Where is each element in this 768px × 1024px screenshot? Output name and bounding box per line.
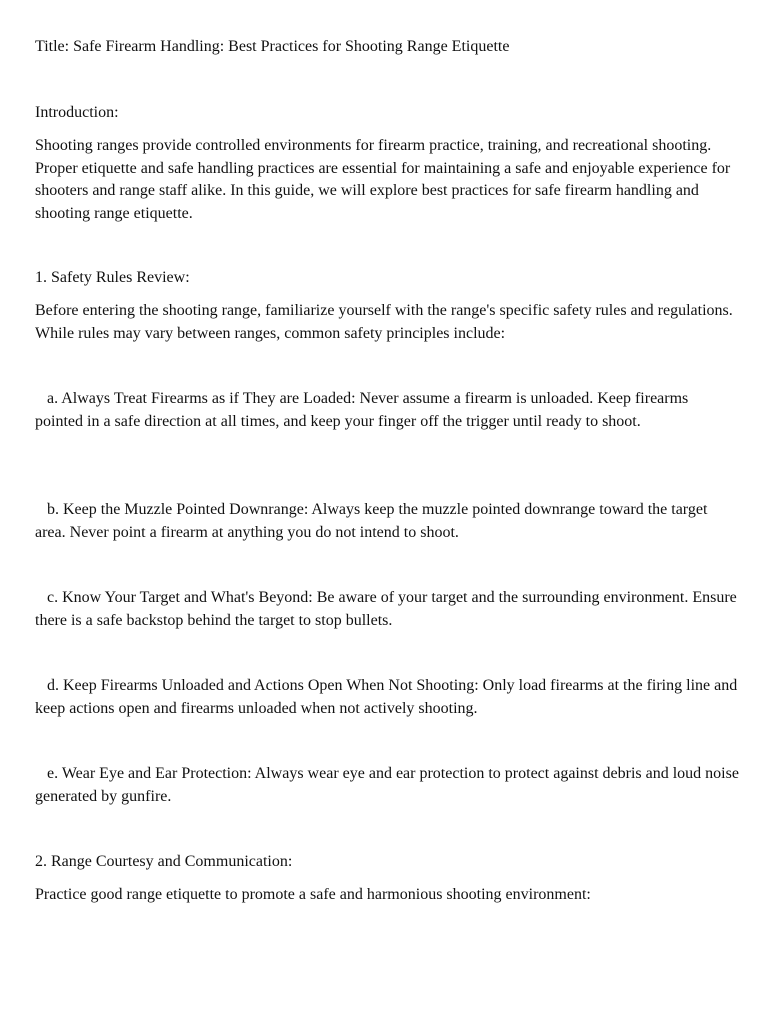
safety-rule-item: e. Wear Eye and Ear Protection: Always wear eye and ear protection to protect against debris and loud noise generated by gunfire. (35, 765, 739, 805)
document-title: Title: Safe Firearm Handling: Best Practices for Shooting Range Etiquette (35, 38, 510, 55)
safety-rule-item: c. Know Your Target and What's Beyond: Be aware of your target and the surrounding environment. Ensure there is a safe backstop behind the target to stop bullets. (35, 589, 737, 629)
section-1-intro: Before entering the shooting range, familiarize yourself with the range's specific safety rules and regulations. While rules may vary between ranges, common safety principles include: (35, 302, 733, 342)
safety-rule-item: b. Keep the Muzzle Pointed Downrange: Always keep the muzzle pointed downrange toward the target area. Never point a firearm at anything you do not intend to shoot. (35, 501, 708, 541)
introduction-paragraph: Shooting ranges provide controlled environments for firearm practice, training, and recreational shooting. Proper etiquette and safe handling practices are essential for maintaining a safe and enjoyable experience for shooters and range staff alike. In this guide, we will explore best practices for safe firearm handling and shooting range etiquette. (35, 137, 731, 222)
introduction-heading: Introduction: (35, 104, 119, 121)
section-2-intro: Practice good range etiquette to promote a safe and harmonious shooting environment: (35, 886, 591, 903)
section-2-heading: 2. Range Courtesy and Communication: (35, 853, 293, 870)
safety-rule-item: d. Keep Firearms Unloaded and Actions Open When Not Shooting: Only load firearms at the firing line and keep actions open and firearms unloaded when not actively shooting. (35, 677, 738, 717)
section-1-heading: 1. Safety Rules Review: (35, 269, 190, 286)
safety-rule-item: a. Always Treat Firearms as if They are Loaded: Never assume a firearm is unloaded. Keep firearms pointed in a safe direction at all times, and keep your finger off the trigger until ready to shoot. (35, 390, 689, 430)
